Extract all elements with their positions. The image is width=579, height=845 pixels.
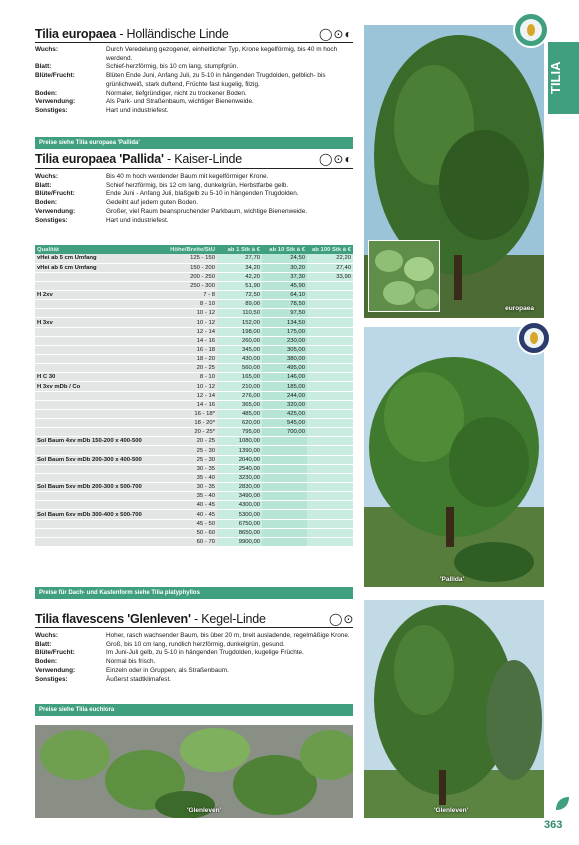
price-table: [35, 245, 353, 547]
table-row: [35, 300, 353, 309]
table-cell: [307, 483, 353, 492]
table-cell: [35, 272, 147, 281]
photo-pallida: [364, 327, 544, 587]
table-cell: [262, 464, 307, 473]
table-cell: 146,00: [262, 373, 307, 382]
property-row: [35, 676, 353, 685]
table-cell: [35, 391, 147, 400]
table-cell: [35, 409, 147, 418]
table-cell: 620,00: [217, 419, 262, 428]
property-row: [35, 217, 353, 226]
table-row: [35, 437, 353, 446]
table-row: [35, 419, 353, 428]
property-value: Großer, viel Raum beanspruchender Parkbaum, wichtige Bienenweide.: [106, 207, 308, 215]
table-row: [35, 464, 353, 473]
photo-glenleven-tree: [364, 600, 544, 818]
badge-icon-2: [517, 321, 551, 355]
caption-europaea: europaea: [505, 305, 534, 312]
table-cell: [262, 501, 307, 510]
table-cell: 64,10: [262, 291, 307, 300]
table-cell: [307, 345, 353, 354]
table-cell: [262, 528, 307, 537]
table-row: [35, 345, 353, 354]
table-row: [35, 254, 353, 263]
property-key: Verwendung:: [35, 666, 76, 674]
table-cell: 51,90: [217, 281, 262, 290]
table-cell: 1390,00: [217, 446, 262, 455]
table-cell: 45 - 50: [147, 519, 217, 528]
table-cell: [307, 428, 353, 437]
property-key: Boden:: [35, 89, 58, 97]
caption-glenleven-tree: 'Glenleven': [434, 807, 469, 814]
table-cell: 14 - 16: [147, 400, 217, 409]
table-cell: [307, 400, 353, 409]
table-cell: 30 - 35: [147, 483, 217, 492]
table-cell: 198,00: [217, 327, 262, 336]
table-row: [35, 537, 353, 546]
table-cell: 60 - 70: [147, 537, 217, 546]
table-cell: 89,00: [217, 300, 262, 309]
table-cell: 16 - 18: [147, 345, 217, 354]
table-cell: 210,00: [217, 382, 262, 391]
caption-glenleven-leaves: 'Glenleven': [187, 807, 222, 814]
section1-rule: [35, 42, 353, 43]
table-cell: 30 - 35: [147, 464, 217, 473]
table-header-cell: ab 100 Stk à €: [307, 245, 353, 254]
table-cell: 42,20: [217, 272, 262, 281]
property-key: Blüte/Frucht:: [35, 649, 75, 657]
property-key: Verwendung:: [35, 98, 76, 106]
property-value: Einzeln oder in Gruppen, als Straßenbaum.: [106, 666, 229, 674]
section3-rule: [35, 627, 353, 628]
table-cell: [35, 528, 147, 537]
table-cell: [35, 281, 147, 290]
table-cell: [35, 327, 147, 336]
property-key: Wuchs:: [35, 46, 58, 53]
table-cell: [262, 455, 307, 464]
property-key: Blatt:: [35, 640, 52, 648]
table-cell: [262, 483, 307, 492]
price-table-header: [35, 245, 353, 254]
property-row: [35, 72, 353, 89]
property-value: Schief herzförmig, bis 12 cm lang, dunkelgrün, Herbstfarbe gelb.: [106, 181, 289, 189]
table-cell: [307, 501, 353, 510]
section3-title-sub: - Kegel-Linde: [190, 612, 266, 626]
section2-title-main: Tilia europaea 'Pallida': [35, 152, 164, 166]
table-cell: 78,50: [262, 300, 307, 309]
table-cell: [307, 355, 353, 364]
table-cell: 320,00: [262, 400, 307, 409]
table-cell: Sol Baum 4xv mDb 150-200 x 400-500: [35, 437, 147, 446]
badge-icon: [513, 12, 549, 48]
table-cell: [307, 391, 353, 400]
property-row: [35, 667, 353, 676]
property-key: Wuchs:: [35, 632, 58, 639]
section2-price-bar: Preise für Dach- und Kastenform siehe Tilia platyphyllos: [35, 587, 353, 599]
table-row: [35, 391, 353, 400]
property-value: Hart und industriefest.: [106, 216, 169, 224]
table-row: [35, 473, 353, 482]
property-value: Äußerst stadtklimafest.: [106, 675, 171, 683]
property-row: [35, 63, 353, 72]
property-value: Gedeiht auf jedem guten Boden.: [106, 199, 199, 207]
table-cell: 2040,00: [217, 455, 262, 464]
table-cell: vHei ab 5 cm Umfang: [35, 254, 147, 263]
table-cell: [307, 364, 353, 373]
table-cell: [307, 437, 353, 446]
table-cell: 20 - 25*: [147, 428, 217, 437]
table-cell: [307, 446, 353, 455]
table-row: [35, 336, 353, 345]
page-number: 363: [544, 819, 563, 831]
table-cell: [307, 492, 353, 501]
table-cell: 24,50: [262, 254, 307, 263]
property-key: Sonstiges:: [35, 106, 68, 114]
table-cell: 260,00: [217, 336, 262, 345]
table-cell: Sol Baum 5xv mDb 200-300 x 400-500: [35, 455, 147, 464]
table-header-cell: ab 10 Stk à €: [262, 245, 307, 254]
price-table-wrap: [35, 245, 353, 547]
table-cell: 40 - 45: [147, 501, 217, 510]
table-cell: 34,20: [217, 263, 262, 272]
table-cell: 12 - 14: [147, 391, 217, 400]
table-cell: 72,50: [217, 291, 262, 300]
table-cell: 20 - 25: [147, 437, 217, 446]
table-cell: 45,90: [262, 281, 307, 290]
table-cell: 2540,00: [217, 464, 262, 473]
property-key: Boden:: [35, 199, 58, 207]
table-cell: [35, 464, 147, 473]
table-cell: H 3xv mDb / Co: [35, 382, 147, 391]
table-cell: [307, 373, 353, 382]
table-cell: 250 - 300: [147, 281, 217, 290]
table-cell: 33,90: [307, 272, 353, 281]
table-cell: 560,00: [217, 364, 262, 373]
table-header-cell: Qualität: [35, 245, 147, 254]
table-row: [35, 373, 353, 382]
section3-symbols: ◯⊙: [329, 612, 355, 626]
property-row: [35, 98, 353, 107]
caption-pallida: 'Pallida': [440, 576, 465, 583]
table-cell: 175,00: [262, 327, 307, 336]
table-cell: 97,50: [262, 309, 307, 318]
property-row: [35, 182, 353, 191]
section1-properties: [35, 46, 353, 116]
table-cell: [35, 336, 147, 345]
property-row: [35, 199, 353, 208]
property-value: Blüten Ende Juni, Anfang Juli, zu 5-10 in hängenden Trugdolden, gelblich- bis grünlichweiß, stark duftend, Früchte fast kugelig, filzig.: [106, 72, 326, 88]
property-value: Hoher, rasch wachsender Baum, bis über 20 m, breit ausladende, regelmäßige Krone.: [106, 632, 350, 639]
section2-title: [35, 152, 242, 166]
leaf-inset-image: [369, 241, 440, 312]
table-cell: 230,00: [262, 336, 307, 345]
table-cell: 3490,00: [217, 492, 262, 501]
table-cell: 12 - 14: [147, 327, 217, 336]
table-cell: 30,20: [262, 263, 307, 272]
property-key: Blatt:: [35, 181, 52, 189]
price-table-body: [35, 254, 353, 547]
table-cell: [262, 446, 307, 455]
table-cell: [35, 345, 147, 354]
property-row: [35, 649, 353, 658]
property-value: Schief-herzförmig, bis 10 cm lang, stumpfgrün.: [106, 63, 239, 71]
table-cell: [307, 473, 353, 482]
table-row: [35, 281, 353, 290]
table-row: [35, 446, 353, 455]
table-cell: [307, 409, 353, 418]
table-cell: 20 - 25: [147, 364, 217, 373]
section2-symbols: ◯⊙◐: [319, 152, 353, 166]
table-header-cell: Höhe/Breite/StU: [147, 245, 217, 254]
table-cell: [35, 364, 147, 373]
table-cell: 27,70: [217, 254, 262, 263]
section2-rule: [35, 168, 353, 169]
table-row: [35, 519, 353, 528]
table-cell: 50 - 60: [147, 528, 217, 537]
table-header-cell: ab 1 Stk à €: [217, 245, 262, 254]
table-cell: 185,00: [262, 382, 307, 391]
table-cell: 430,00: [217, 355, 262, 364]
table-cell: 125 - 150: [147, 254, 217, 263]
table-cell: [307, 537, 353, 546]
table-cell: [35, 537, 147, 546]
section2-properties: [35, 173, 353, 225]
section1-title-main: Tilia europaea: [35, 27, 117, 41]
table-cell: 4300,00: [217, 501, 262, 510]
photo-glenleven-leaves: [35, 725, 353, 818]
table-cell: 425,00: [262, 409, 307, 418]
table-row: [35, 528, 353, 537]
section3-title: [35, 612, 266, 626]
property-key: Blüte/Frucht:: [35, 190, 75, 198]
table-cell: [262, 510, 307, 519]
table-cell: [35, 355, 147, 364]
property-value: Groß, bis 10 cm lang, rundlich herzförmig, dunkelgrün, gesund.: [106, 640, 285, 648]
table-cell: [35, 428, 147, 437]
property-key: Verwendung:: [35, 207, 76, 215]
photo-glenleven-leaves-image: [35, 725, 353, 818]
table-cell: 700,00: [262, 428, 307, 437]
table-row: [35, 400, 353, 409]
table-cell: [262, 492, 307, 501]
table-cell: [35, 446, 147, 455]
table-cell: 25 - 30: [147, 455, 217, 464]
table-row: [35, 355, 353, 364]
table-cell: [307, 510, 353, 519]
table-cell: 7 - 8: [147, 291, 217, 300]
section1-title-sub: - Holländische Linde: [116, 27, 229, 41]
property-key: Wuchs:: [35, 173, 58, 180]
table-cell: [307, 300, 353, 309]
table-cell: 3230,00: [217, 473, 262, 482]
table-cell: vHei ab 6 cm Umfang: [35, 263, 147, 272]
table-cell: [35, 419, 147, 428]
table-cell: [307, 382, 353, 391]
table-cell: 545,00: [262, 419, 307, 428]
table-cell: H 2xv: [35, 291, 147, 300]
table-cell: 365,00: [217, 400, 262, 409]
property-key: Blüte/Frucht:: [35, 72, 75, 80]
property-row: [35, 658, 353, 667]
table-cell: 8 - 10: [147, 373, 217, 382]
table-cell: [35, 519, 147, 528]
table-cell: [307, 419, 353, 428]
table-cell: Sol Baum 5xv mDb 200-300 x 500-700: [35, 483, 147, 492]
property-row: [35, 641, 353, 650]
table-cell: [262, 473, 307, 482]
table-cell: [35, 400, 147, 409]
table-cell: 9900,00: [217, 537, 262, 546]
table-cell: 10 - 12: [147, 382, 217, 391]
leaf-logo-icon: [553, 795, 571, 813]
table-cell: [307, 327, 353, 336]
section1-price-bar: Preise siehe Tilia europaea 'Pallida': [35, 137, 353, 149]
table-cell: H C 30: [35, 373, 147, 382]
table-cell: 2830,00: [217, 483, 262, 492]
property-value: Normaler, tiefgründiger, nicht zu trockener Boden.: [106, 89, 247, 97]
table-cell: 6750,00: [217, 519, 262, 528]
table-cell: 1080,00: [217, 437, 262, 446]
table-cell: 134,50: [262, 318, 307, 327]
table-cell: 345,00: [217, 345, 262, 354]
table-row: [35, 428, 353, 437]
table-row: [35, 409, 353, 418]
table-cell: [262, 437, 307, 446]
property-key: Blatt:: [35, 63, 52, 71]
table-row: [35, 263, 353, 272]
table-cell: [307, 336, 353, 345]
table-cell: 8650,00: [217, 528, 262, 537]
photo-leaf-inset: [368, 240, 440, 312]
table-cell: [262, 537, 307, 546]
property-value: Ende Juni - Anfang Juli, blaßgelb zu 5-10 in hängenden Trugdolden.: [106, 190, 299, 198]
photo-pallida-image: [364, 327, 544, 587]
table-cell: [35, 309, 147, 318]
table-cell: 495,00: [262, 364, 307, 373]
table-row: [35, 364, 353, 373]
table-row: [35, 272, 353, 281]
table-cell: 18 - 20: [147, 355, 217, 364]
table-cell: [307, 291, 353, 300]
table-cell: 18 - 20*: [147, 419, 217, 428]
table-row: [35, 291, 353, 300]
table-cell: 485,00: [217, 409, 262, 418]
photo-glenleven-tree-image: [364, 600, 544, 818]
table-cell: [307, 309, 353, 318]
table-cell: [307, 318, 353, 327]
table-row: [35, 510, 353, 519]
table-row: [35, 318, 353, 327]
quality-badge-top: [513, 12, 549, 48]
property-row: [35, 173, 353, 182]
table-cell: 380,00: [262, 355, 307, 364]
table-cell: [307, 455, 353, 464]
table-cell: [35, 501, 147, 510]
section3-title-main: Tilia flavescens 'Glenleven': [35, 612, 191, 626]
table-cell: 795,00: [217, 428, 262, 437]
table-cell: [35, 300, 147, 309]
table-cell: [307, 528, 353, 537]
table-row: [35, 501, 353, 510]
table-cell: 22,20: [307, 254, 353, 263]
table-cell: 200 - 250: [147, 272, 217, 281]
table-cell: [35, 473, 147, 482]
side-tab-tilia: TILIA: [548, 42, 579, 114]
table-cell: 165,00: [217, 373, 262, 382]
table-cell: 152,00: [217, 318, 262, 327]
section3-price-bar: Preise siehe Tilia euchlora: [35, 704, 353, 716]
property-value: Hart und industriefest.: [106, 106, 169, 114]
table-cell: 16 - 18*: [147, 409, 217, 418]
table-cell: [307, 464, 353, 473]
table-cell: 10 - 12: [147, 309, 217, 318]
table-row: [35, 492, 353, 501]
property-key: Sonstiges:: [35, 216, 68, 224]
table-cell: 110,50: [217, 309, 262, 318]
table-cell: [307, 281, 353, 290]
property-key: Boden:: [35, 658, 58, 666]
table-cell: 40 - 45: [147, 510, 217, 519]
property-row: [35, 190, 353, 199]
table-row: [35, 327, 353, 336]
section3-properties: [35, 632, 353, 684]
table-cell: 244,00: [262, 391, 307, 400]
table-cell: Sol Baum 6xv mDb 300-400 x 500-700: [35, 510, 147, 519]
table-row: [35, 382, 353, 391]
table-cell: [262, 519, 307, 528]
table-row: [35, 309, 353, 318]
property-key: Sonstiges:: [35, 675, 68, 683]
table-row: [35, 483, 353, 492]
table-cell: 35 - 40: [147, 473, 217, 482]
section2-title-sub: - Kaiser-Linde: [163, 152, 243, 166]
property-value: Als Park- und Straßenbaum, wichtiger Bienenweide.: [106, 98, 254, 106]
table-cell: 276,00: [217, 391, 262, 400]
table-row: [35, 455, 353, 464]
property-value: Im Juni-Juli gelb, zu 5-10 in hängenden Trugdolden, kugelige Früchte.: [106, 649, 304, 657]
table-cell: H 3xv: [35, 318, 147, 327]
property-value: Durch Veredelung gezogener, einheitlicher Typ, Krone kegelförmig, bis 40 m hoch werdend.: [106, 46, 338, 62]
table-cell: 5300,00: [217, 510, 262, 519]
table-cell: 35 - 40: [147, 492, 217, 501]
property-row: [35, 208, 353, 217]
property-value: Normal bis frisch.: [106, 658, 156, 666]
quality-badge-mid: [517, 321, 551, 355]
property-row: [35, 632, 353, 641]
table-cell: [307, 519, 353, 528]
leaf-icon: [553, 795, 571, 813]
section1-symbols: ◯⊙◐: [319, 27, 353, 41]
table-cell: 150 - 200: [147, 263, 217, 272]
property-row: [35, 107, 353, 116]
table-cell: [35, 492, 147, 501]
table-cell: 27,40: [307, 263, 353, 272]
table-cell: 8 - 10: [147, 300, 217, 309]
table-cell: 25 - 30: [147, 446, 217, 455]
section1-title: [35, 27, 229, 41]
table-cell: 305,00: [262, 345, 307, 354]
property-row: [35, 90, 353, 99]
table-cell: 14 - 16: [147, 336, 217, 345]
property-row: [35, 46, 353, 63]
table-cell: 37,30: [262, 272, 307, 281]
table-cell: 10 - 12: [147, 318, 217, 327]
property-value: Bis 40 m hoch werdender Baum mit kegelförmiger Krone.: [106, 173, 269, 180]
